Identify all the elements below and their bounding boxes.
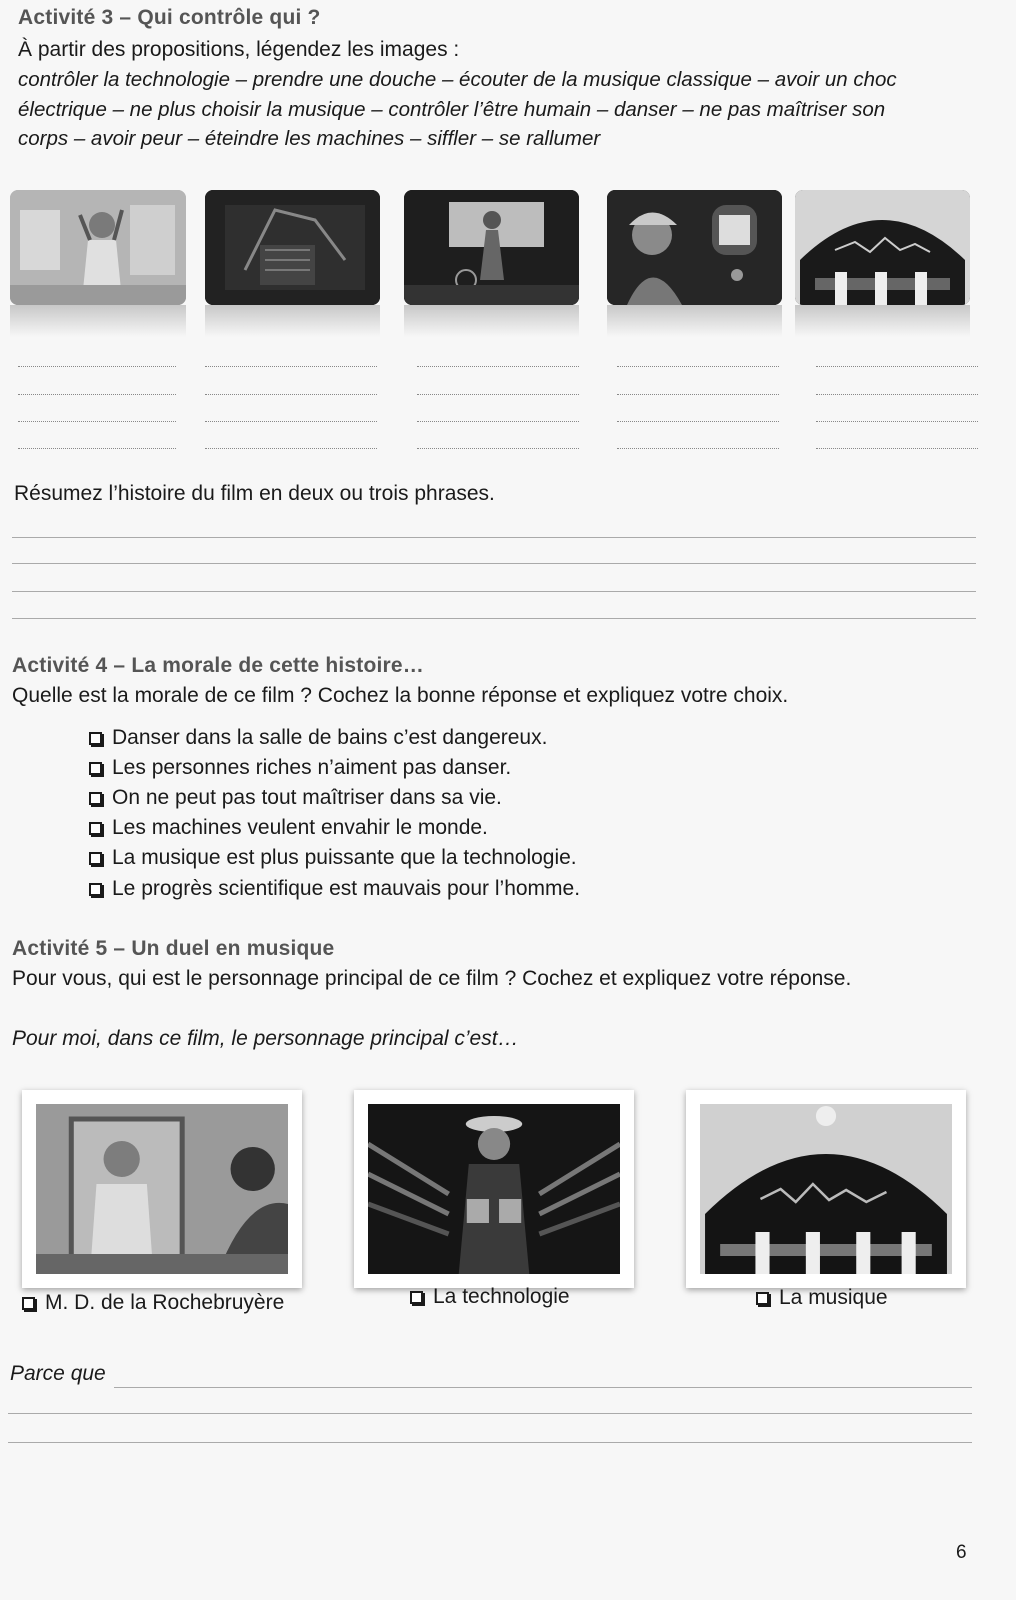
because-label: Parce que [10, 1362, 106, 1385]
image-reflection [205, 305, 380, 337]
checkbox-icon[interactable] [89, 822, 102, 835]
checkbox-icon[interactable] [89, 762, 102, 775]
checkbox-icon[interactable] [410, 1291, 423, 1304]
checkbox-icon[interactable] [89, 732, 102, 745]
choice-rochebruyere[interactable]: M. D. de la Rochebruyère [22, 1291, 284, 1315]
activity4-title: Activité 4 – La morale de cette histoire… [12, 654, 425, 677]
checkbox-icon[interactable] [89, 883, 102, 896]
bathroom-scene-icon [10, 190, 186, 305]
music-image [686, 1090, 966, 1288]
checkbox-icon[interactable] [89, 852, 102, 865]
rochebruyere-image [22, 1090, 302, 1288]
activity3-instruction: À partir des propositions, légendez les images : [18, 38, 460, 61]
image-reflection [795, 305, 970, 337]
image-reflection [10, 305, 186, 337]
checkbox-icon[interactable] [22, 1297, 35, 1310]
moral-option-2[interactable]: Les personnes riches n’aiment pas danser. [89, 756, 511, 780]
technology-image [354, 1090, 634, 1288]
jukebox-closeup-icon [795, 190, 970, 305]
moral-option-1[interactable]: Danser dans la salle de bains c’est dangereux. [89, 726, 547, 750]
jukebox-man-scene-icon [607, 190, 782, 305]
dancer-scene-icon [404, 190, 579, 305]
machine-room-scene-icon [205, 190, 380, 305]
image-reflection [607, 305, 782, 337]
activity3-propositions-2: électrique – ne plus choisir la musique – contrôler l’être humain – danser – ne pas maîtriser son [18, 98, 886, 121]
image-reflection [404, 305, 579, 337]
activity3-title: Activité 3 – Qui contrôle qui ? [18, 6, 321, 29]
moral-option-3[interactable]: On ne peut pas tout maîtriser dans sa vie. [89, 786, 502, 810]
activity3-propositions-1: contrôler la technologie – prendre une douche – écouter de la musique classique – avoir un choc [18, 68, 897, 91]
checkbox-icon[interactable] [89, 792, 102, 805]
jukebox-music-icon [700, 1104, 952, 1274]
moral-option-5[interactable]: La musique est plus puissante que la technologie. [89, 846, 577, 870]
moral-option-6[interactable]: Le progrès scientifique est mauvais pour l’homme. [89, 877, 580, 901]
checkbox-icon[interactable] [756, 1292, 769, 1305]
page-number: 6 [956, 1542, 967, 1563]
activity5-title: Activité 5 – Un duel en musique [12, 937, 335, 960]
activity4-instruction: Quelle est la morale de ce film ? Cochez la bonne réponse et expliquez votre choix. [12, 684, 789, 707]
summary-prompt: Résumez l’histoire du film en deux ou trois phrases. [14, 482, 495, 505]
activity5-sentence-start: Pour moi, dans ce film, le personnage principal c’est… [12, 1027, 519, 1050]
choice-music[interactable]: La musique [756, 1286, 888, 1310]
activity3-propositions-3: corps – avoir peur – éteindre les machines – siffler – se rallumer [18, 127, 601, 150]
rochebruyere-scene-icon [36, 1104, 288, 1274]
moral-option-4[interactable]: Les machines veulent envahir le monde. [89, 816, 488, 840]
choice-technology[interactable]: La technologie [410, 1285, 570, 1309]
activity5-instruction: Pour vous, qui est le personnage principal de ce film ? Cochez et expliquez votre réponse. [12, 967, 852, 990]
technology-scene-icon [368, 1104, 620, 1274]
